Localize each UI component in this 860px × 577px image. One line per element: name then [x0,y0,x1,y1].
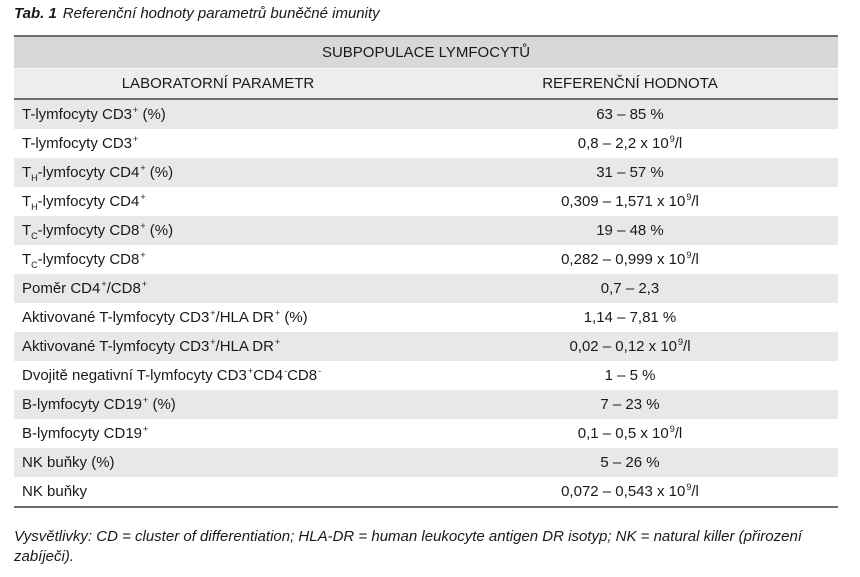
cell-text: T [22,164,32,181]
superscript: + [140,163,146,173]
cell-text: T [22,222,32,239]
superscript: - [284,366,288,376]
table-label: Tab. 1 [14,5,57,22]
cell-text: 1 – 5 % [604,367,656,384]
cell-text: B-lymfocyty CD19 [22,425,143,442]
table-caption [14,4,380,24]
parameter-cell [14,332,422,361]
parameter-cell [14,390,422,419]
subscript: H [31,173,38,183]
reference-value-cell [422,448,838,477]
table-row [14,216,838,245]
cell-text: -lymfocyty CD8 [37,251,140,268]
cell-text: 0,7 – 2,3 [600,280,660,297]
cell-text: 0,309 – 1,571 x 10 [561,193,686,210]
parameter-cell [14,448,422,477]
parameter-cell [14,129,422,158]
cell-text: 5 – 26 % [600,454,660,471]
superscript: + [140,250,146,260]
cell-text: /l [691,193,699,210]
cell-text: CD4 [253,367,284,384]
table-row [14,129,838,158]
cell-text: 1,14 – 7,81 % [583,309,677,326]
parameter-cell [14,303,422,332]
reference-value-cell [422,303,838,332]
cell-text: (%) [148,396,176,413]
cell-text: (%) [280,309,308,326]
superscript: + [133,134,139,144]
cell-text: (%) [138,106,166,123]
parameter-cell [14,245,422,274]
cell-text: Aktivované T-lymfocyty CD3 [22,338,210,355]
cell-text: -lymfocyty CD8 [37,222,140,239]
cell-text: /HLA DR [215,309,274,326]
reference-value-cell [422,361,838,390]
table-row [14,187,838,216]
cell-text: 31 – 57 % [596,164,664,181]
cell-text: 7 – 23 % [600,396,660,413]
superscript: + [141,279,148,289]
cell-text: T-lymfocyty CD3 [22,106,133,123]
cell-text: T [22,251,32,268]
reference-value-cell [422,216,838,245]
superscript: + [143,395,149,405]
cell-text: -lymfocyty CD4 [37,193,140,210]
table-body [14,100,838,506]
table-footnote: Vysvětlivky: CD = cluster of differentiation; HLA-DR = human leukocyte antigen DR isotyp; NK = natural killer (přirození zabíječi). [14,528,802,565]
cell-text: (%) [145,222,174,239]
cell-text: /l [674,135,683,152]
cell-text: /l [691,251,699,268]
table-row [14,274,838,303]
cell-text: 0,8 – 2,2 x 10 [577,135,669,152]
table-row [14,361,838,390]
parameter-cell [14,361,422,390]
reference-value-cell [422,158,838,187]
superscript: + [101,279,107,289]
superscript: 9 [678,337,684,347]
reference-value-cell [422,332,838,361]
table-row [14,303,838,332]
superscript: - [318,366,322,376]
reference-value-cell [422,274,838,303]
table-row [14,158,838,187]
cell-text: NK buňky (%) [22,454,115,471]
table-row [14,390,838,419]
table-row [14,477,838,506]
superscript: + [210,337,216,347]
superscript: 9 [686,482,692,492]
reference-value-cell [422,245,838,274]
reference-value-cell [422,390,838,419]
table-row [14,448,838,477]
superscript: + [140,192,146,202]
reference-value-cell [422,477,838,506]
superscript: + [143,424,149,434]
table-title: Referenční hodnoty parametrů buněčné imunity [62,5,380,22]
cell-text: 63 – 85 % [596,106,664,123]
superscript: + [140,221,146,231]
parameter-cell [14,100,422,129]
superscript: + [274,308,281,318]
superscript: + [274,337,281,347]
column-header-reference: REFERENČNÍ HODNOTA [542,75,718,92]
reference-value-cell [422,129,838,158]
reference-values-table [14,35,838,508]
parameter-cell [14,274,422,303]
cell-text: T [22,193,32,210]
cell-text: /l [691,483,699,500]
reference-value-cell [422,187,838,216]
cell-text: NK buňky [22,483,88,500]
superscript: + [133,105,139,115]
cell-text: 0,1 – 0,5 x 10 [577,425,669,442]
superscript: 9 [669,424,675,434]
cell-text: Poměr CD4 [22,280,101,297]
cell-text: B-lymfocyty CD19 [22,396,143,413]
cell-text: 0,02 – 0,12 x 10 [569,338,678,355]
table-row [14,332,838,361]
column-header-row [14,69,838,100]
superscript: + [210,308,216,318]
subscript: C [31,231,38,241]
table-row [14,419,838,448]
superscript: 9 [686,192,692,202]
cell-text: CD8 [287,367,318,384]
reference-value-cell [422,419,838,448]
cell-text: /CD8 [106,280,141,297]
subscript: C [31,260,38,270]
parameter-cell [14,477,422,506]
cell-text: (%) [145,164,174,181]
parameter-cell [14,158,422,187]
subscript: H [31,202,38,212]
cell-text: /HLA DR [215,338,274,355]
parameter-cell [14,187,422,216]
column-header-parameter: LABORATORNÍ PARAMETR [121,75,315,92]
table-row [14,245,838,274]
cell-text: -lymfocyty CD4 [37,164,140,181]
cell-text: 0,072 – 0,543 x 10 [561,483,686,500]
parameter-cell [14,216,422,245]
superscript: + [247,366,254,376]
cell-text: 19 – 48 % [596,222,664,239]
cell-text: T-lymfocyty CD3 [22,135,133,152]
parameter-cell [14,419,422,448]
superscript: 9 [686,250,692,260]
cell-text: /l [674,425,683,442]
cell-text: /l [683,338,691,355]
reference-value-cell [422,100,838,129]
table-row [14,100,838,129]
group-header: SUBPOPULACE LYMFOCYTŮ [14,37,838,69]
cell-text: Dvojitě negativní T-lymfocyty CD3 [22,367,247,384]
superscript: 9 [669,134,675,144]
cell-text: 0,282 – 0,999 x 10 [561,251,686,268]
cell-text: Aktivované T-lymfocyty CD3 [22,309,210,326]
